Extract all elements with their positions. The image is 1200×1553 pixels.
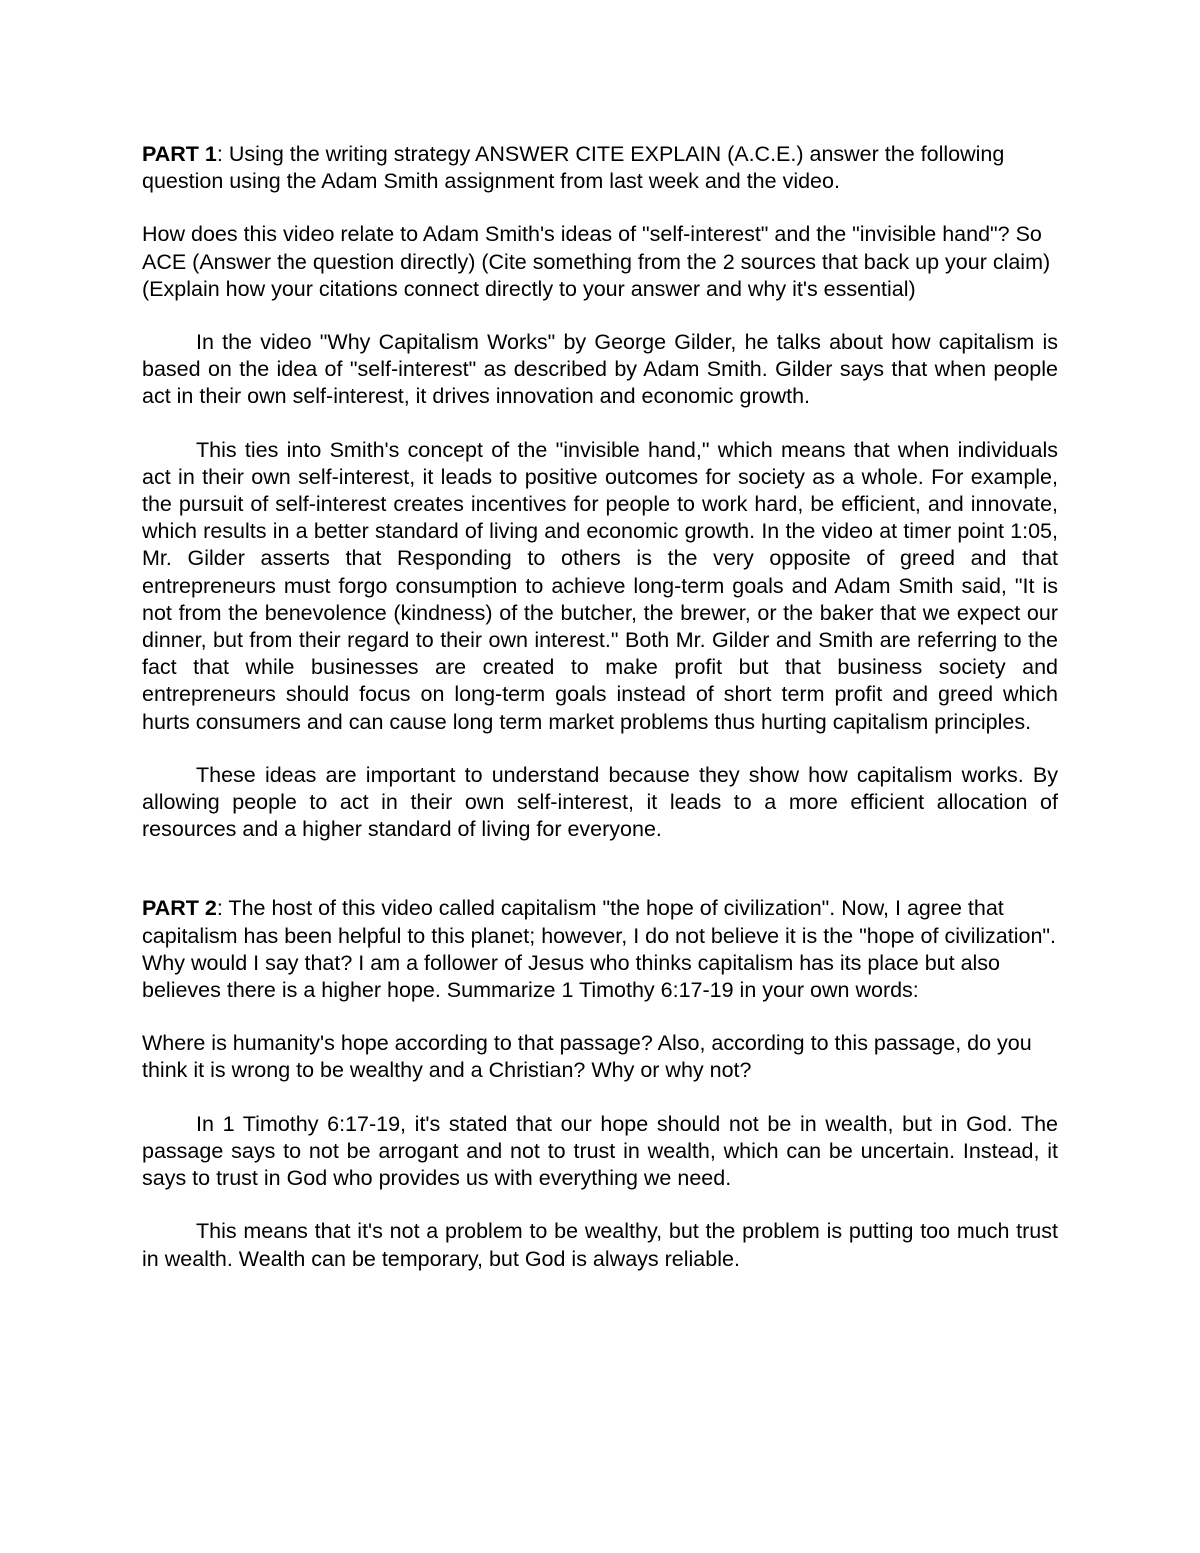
part1-answer-paragraph-1: In the video "Why Capitalism Works" by George Gilder, he talks about how capitalism is based on the idea of "self-interest" as described by Adam Smith. Gilder says that when people act in their own self-interest, it drives innovation and economic growth.	[142, 330, 1058, 409]
part2-prompt	[142, 895, 1058, 1004]
part1-label: PART 1	[142, 142, 217, 166]
part2-prompt-text: : The host of this video called capitalism "the hope of civilization". Now, I agree that capitalism has been helpful to this planet; however, I do not believe it is the "hope of civilization". Why would I say that? I am a follower of Jesus who thinks capitalism has its place but also believes there is a higher hope. Summarize 1 Timothy 6:17-19 in your own words:	[142, 896, 1057, 1003]
part1-prompt	[142, 141, 1058, 195]
part1-question: How does this video relate to Adam Smith's ideas of "self-interest" and the "invisible hand"? So ACE (Answer the question directly) (Cite something from the 2 sources that back up your claim) (Explain how your citations connect directly to your answer and why it's essential)	[142, 222, 1051, 301]
part1-prompt-text: : Using the writing strategy ANSWER CITE EXPLAIN (A.C.E.) answer the following question using the Adam Smith assignment from last week and the video.	[142, 142, 1005, 194]
part2-label: PART 2	[142, 896, 217, 921]
part2-answer-paragraph-2: This means that it's not a problem to be wealthy, but the problem is putting too much trust in wealth. Wealth can be temporary, but God is always reliable.	[142, 1219, 1058, 1271]
part1-answer-paragraph-3: These ideas are important to understand because they show how capitalism works. By allowing people to act in their own self-interest, it leads to a more efficient allocation of resources and a higher standard of living for everyone.	[142, 762, 1058, 842]
document-page	[142, 141, 1058, 1273]
part2-answer-paragraph-1: In 1 Timothy 6:17-19, it's stated that our hope should not be in wealth, but in God. The passage says to not be arrogant and not to trust in wealth, which can be uncertain. Instead, it says to trust in God who provides us with everything we need.	[142, 1111, 1058, 1191]
part1-answer-paragraph-2: This ties into Smith's concept of the "invisible hand," which means that when individuals act in their own self-interest, it leads to positive outcomes for society as a whole. For example, the pursuit of self-interest creates incentives for people to work hard, be efficient, and innovate, which results in a better standard of living and economic growth. In the video at timer point 1:05, Mr. Gilder asserts that Responding to others is the very opposite of greed and that entrepreneurs must forgo consumption to achieve long-term goals and Adam Smith said, "It is not from the benevolence (kindness) of the butcher, the brewer, or the baker that we expect our dinner, but from their regard to their own interest." Both Mr. Gilder and Smith are referring to the fact that while businesses are created to make profit but that business society and entrepreneurs should focus on long-term goals instead of short term profit and greed which hurts consumers and can cause long term market problems thus hurting capitalism principles.	[142, 437, 1058, 734]
part2-question: Where is humanity's hope according to that passage? Also, according to this passage, do you think it is wrong to be wealthy and a Christian? Why or why not?	[142, 1031, 1032, 1083]
